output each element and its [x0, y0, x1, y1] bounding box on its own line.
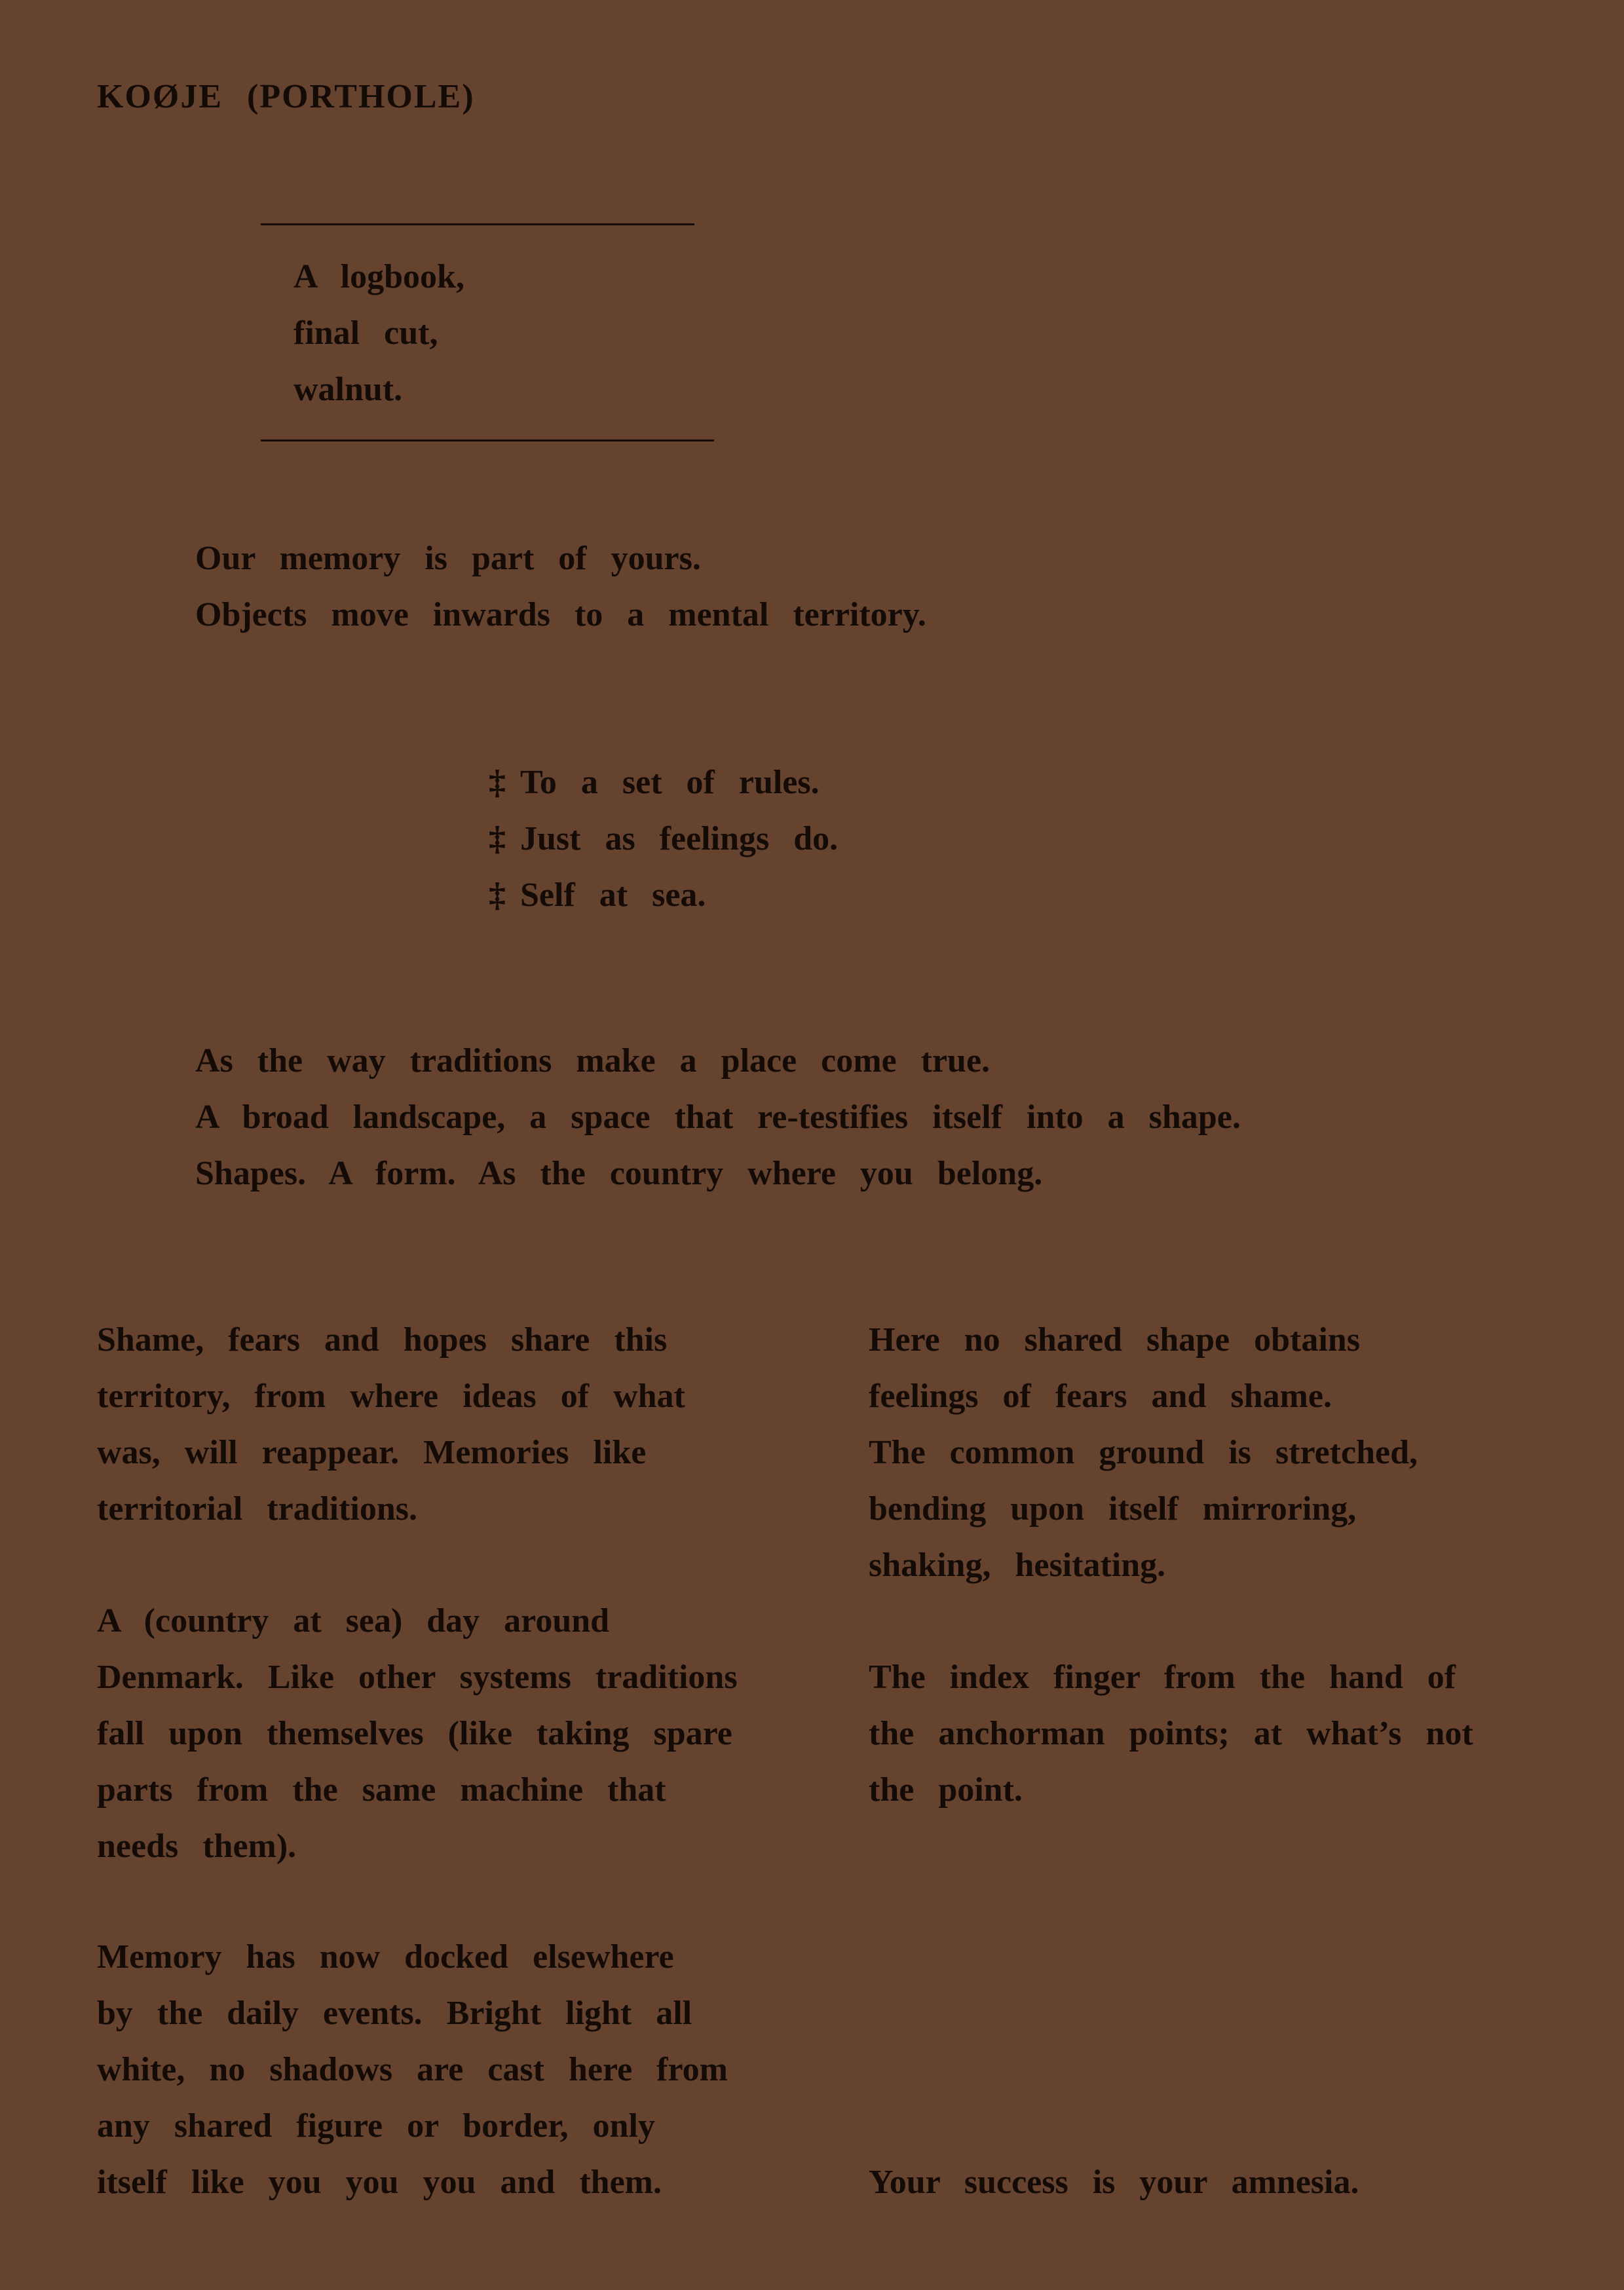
rule-item-text: Self at sea.: [520, 876, 706, 914]
right-p3-line: Your success is your amnesia.: [869, 2164, 1359, 2201]
left-p3-line: by the daily events. Bright light all: [97, 1995, 692, 2032]
left-p1-line: territory, from where ideas of what: [97, 1378, 685, 1415]
intro-line: Objects move inwards to a mental territory.: [195, 596, 926, 633]
box-line: final cut,: [293, 314, 438, 352]
right-p2-line: the point.: [869, 1771, 1023, 1809]
double-dagger-icon: ‡: [489, 764, 506, 801]
right-p1-line: The common ground is stretched,: [869, 1434, 1418, 1471]
tradition-line: Shapes. A form. As the country where you belong.: [195, 1155, 1043, 1192]
rule-item-text: Just as feelings do.: [520, 820, 839, 857]
box-bottom-rule: [261, 440, 714, 441]
tradition-line: As the way traditions make a place come true.: [195, 1042, 991, 1079]
left-p2-line: parts from the same machine that: [97, 1771, 666, 1809]
rule-item: [489, 811, 838, 867]
left-p3-line: white, no shadows are cast here from: [97, 2051, 728, 2088]
double-dagger-icon: ‡: [489, 820, 506, 857]
right-p1-line: Here no shared shape obtains: [869, 1321, 1360, 1359]
left-p2-line: needs them).: [97, 1828, 297, 1865]
box-line: A logbook,: [293, 258, 464, 295]
rule-item-text: To a set of rules.: [520, 764, 820, 801]
right-p1-line: feelings of fears and shame.: [869, 1378, 1332, 1415]
left-p1-line: Shame, fears and hopes share this: [97, 1321, 668, 1359]
page-title: KOØJE (PORTHOLE): [97, 78, 475, 115]
left-p1-line: territorial traditions.: [97, 1490, 417, 1528]
rule-item: [489, 867, 706, 924]
intro-line: Our memory is part of yours.: [195, 540, 701, 577]
rule-item: [489, 755, 820, 811]
left-p3-line: Memory has now docked elsewhere: [97, 1938, 674, 1976]
right-p2-line: The index finger from the hand of: [869, 1659, 1456, 1696]
double-dagger-icon: ‡: [489, 876, 506, 914]
left-p2-line: fall upon themselves (like taking spare: [97, 1715, 732, 1752]
right-p1-line: shaking, hesitating.: [869, 1547, 1166, 1584]
left-p3-line: any shared figure or border, only: [97, 2107, 655, 2145]
left-p1-line: was, will reappear. Memories like: [97, 1434, 647, 1471]
right-p1-line: bending upon itself mirroring,: [869, 1490, 1357, 1528]
tradition-line: A broad landscape, a space that re-testifies itself into a shape.: [195, 1098, 1241, 1136]
left-p2-line: A (country at sea) day around: [97, 1602, 610, 1640]
left-p2-line: Denmark. Like other systems traditions: [97, 1659, 738, 1696]
left-p3-line: itself like you you you and them.: [97, 2164, 662, 2201]
box-line: walnut.: [293, 371, 403, 408]
right-p2-line: the anchorman points; at what’s not: [869, 1715, 1473, 1752]
box-top-rule: [261, 223, 694, 225]
